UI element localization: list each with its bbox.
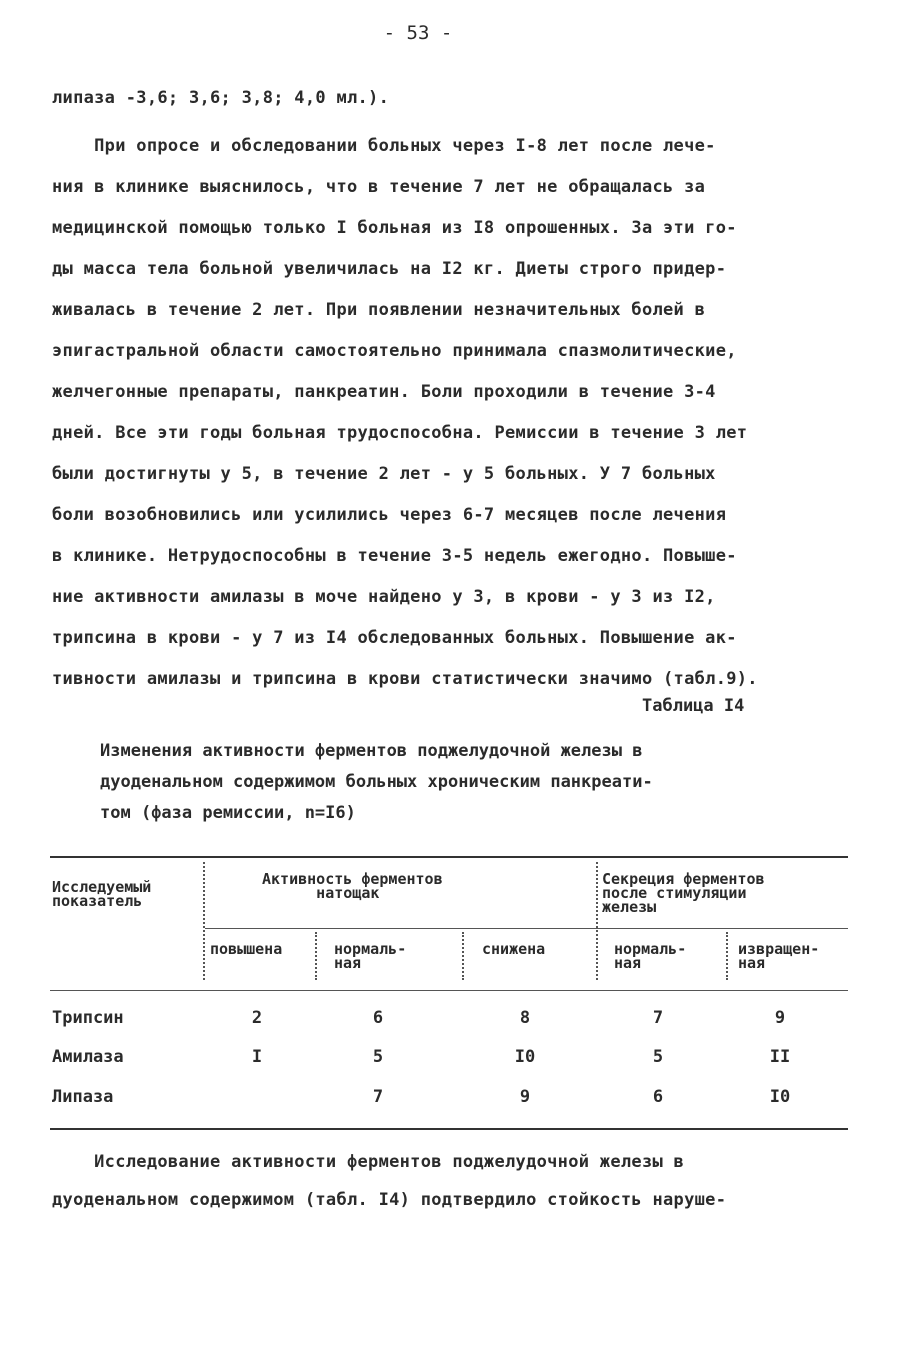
header-secretion: Секреция ферментов после стимуляции железы xyxy=(602,870,765,916)
subheader-decreased: снижена xyxy=(482,940,546,958)
column-divider xyxy=(462,932,464,980)
text-line: желчегонные препараты, панкреатин. Боли проходили в течение 3-4 xyxy=(52,382,716,402)
row-label: Трипсин xyxy=(52,1008,124,1028)
table-bottom-rule xyxy=(50,1128,848,1130)
text-line: дуоденальном содержимом (табл. I4) подтвердило стойкость наруше- xyxy=(52,1190,727,1210)
table-top-rule xyxy=(50,856,848,858)
text-line: трипсина в крови - у 7 из I4 обследованных больных. Повышение ак- xyxy=(52,628,737,648)
table-cell: I xyxy=(251,1047,263,1067)
text-line: эпигастральной области самостоятельно принимала спазмолитические, xyxy=(52,341,737,361)
table-cell: I0 xyxy=(514,1047,536,1067)
text-line: ние активности амилазы в моче найдено у 3, в крови - у 3 из I2, xyxy=(52,587,716,607)
text-line: боли возобновились или усилились через 6-7 месяцев после лечения xyxy=(52,505,727,525)
text-line: в клинике. Нетрудоспособны в течение 3-5 недель ежегодно. Повыше- xyxy=(52,546,737,566)
text-line: дней. Все эти годы больная трудоспособна. Ремиссии в течение 3 лет xyxy=(52,423,748,443)
subheader-perverted: извращен- ная xyxy=(738,940,820,972)
text-line: живалась в течение 2 лет. При появлении незначительных болей в xyxy=(52,300,706,320)
header-activity: Активность ферментов натощак xyxy=(262,870,443,902)
table-cell: 2 xyxy=(251,1008,263,1028)
table-cell: II xyxy=(769,1047,791,1067)
caption-line: дуоденальном содержимом больных хроническим панкреати- xyxy=(100,772,653,792)
table-cell: 6 xyxy=(652,1087,664,1107)
subheader-normal-secretion: нормаль- ная xyxy=(614,940,687,972)
table-cell: 8 xyxy=(519,1008,531,1028)
table-cell: 7 xyxy=(372,1087,384,1107)
row-label: Липаза xyxy=(52,1087,114,1107)
table-cell: I0 xyxy=(769,1087,791,1107)
page-number: - 53 - xyxy=(383,22,453,44)
caption-line: том (фаза ремиссии, n=I6) xyxy=(100,803,356,823)
column-divider xyxy=(726,932,728,980)
row-label: Амилаза xyxy=(52,1047,124,1067)
text-line: тивности амилазы и трипсина в крови статистически значимо (табл.9). xyxy=(52,669,758,689)
text-line: были достигнуты у 5, в течение 2 лет - у 5 больных. У 7 больных xyxy=(52,464,716,484)
table-cell: 5 xyxy=(372,1047,384,1067)
table-cell: 6 xyxy=(372,1008,384,1028)
header-bottom-rule xyxy=(50,990,848,991)
header-divider xyxy=(205,928,848,929)
column-divider xyxy=(596,862,598,980)
table-cell: 7 xyxy=(652,1008,664,1028)
table-cell: 9 xyxy=(774,1008,786,1028)
subheader-increased: повышена xyxy=(210,940,283,958)
text-line: ды масса тела больной увеличилась на I2 кг. Диеты строго придер- xyxy=(52,259,727,279)
text-line: липаза -3,6; 3,6; 3,8; 4,0 мл.). xyxy=(52,88,390,108)
table-cell: 9 xyxy=(519,1087,531,1107)
header-indicator: Исследуемый показатель xyxy=(52,878,152,910)
column-divider xyxy=(315,932,317,980)
column-divider xyxy=(203,862,205,980)
text-line: медицинской помощью только I больная из I8 опрошенных. За эти го- xyxy=(52,218,737,238)
text-line: Исследование активности ферментов поджелудочной железы в xyxy=(52,1152,685,1172)
subheader-normal: нормаль- ная xyxy=(334,940,407,972)
table-label: Таблица I4 xyxy=(642,696,745,716)
text-line: ния в клинике выяснилось, что в течение 7 лет не обращалась за xyxy=(52,177,706,197)
caption-line: Изменения активности ферментов поджелудочной железы в xyxy=(100,741,643,761)
table-cell: 5 xyxy=(652,1047,664,1067)
text-line: При опросе и обследовании больных через I-8 лет после лече- xyxy=(52,136,716,156)
